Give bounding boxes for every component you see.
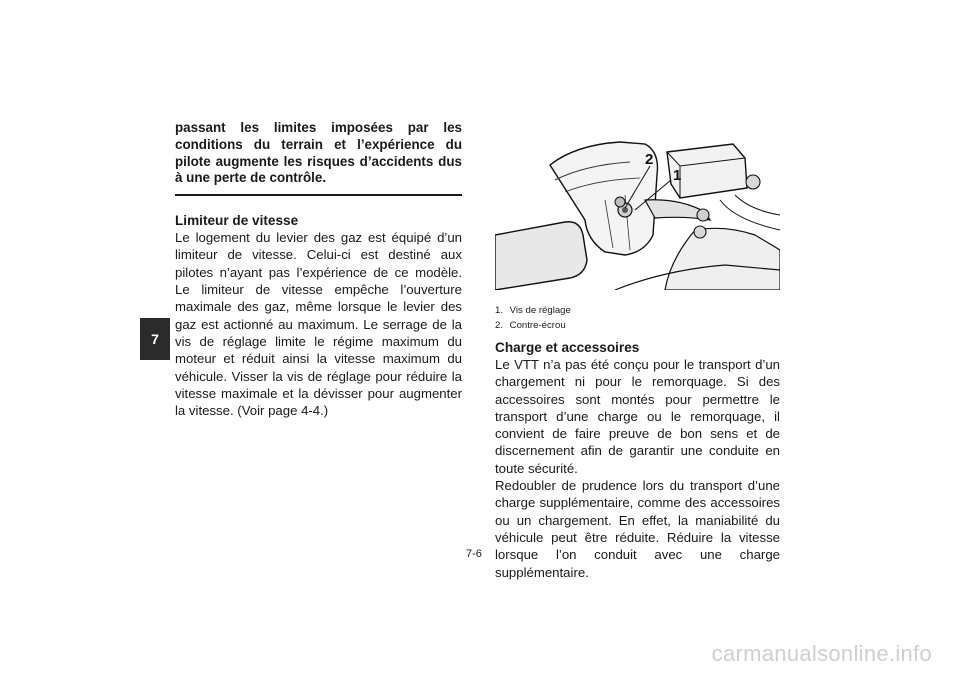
chapter-tab: 7 (140, 318, 170, 360)
speed-limiter-body: Le logement du levier des gaz est équipé d’un limiteur de vitesse. Celui-ci est destiné aux pilotes n’ayant pas l’expérience de ce modèle. Le limiteur de vitesse empêche l’ouverture maximale des gaz, même lorsque le levier des gaz est actionné au maximum. Le serrage de la vis de réglage limite le régime maximum du moteur et réduit ainsi la vitesse maximum du véhicule. Visser la vis de réglage pour réduire la vitesse maximale et la dévisser pour augmenter la vitesse. (Voir page 4-4.) (175, 230, 462, 419)
right-column (495, 140, 780, 581)
callout-1: 1 (673, 167, 682, 184)
lock-nut-shape (615, 197, 625, 207)
throttle-housing-figure (495, 140, 780, 290)
throttle-housing-illustration (495, 140, 780, 290)
left-column (175, 120, 462, 419)
callout-2: 2 (645, 151, 654, 168)
figure-captions (495, 304, 780, 333)
warning-divider (175, 194, 462, 196)
caption-item: 1. Vis de réglage (495, 305, 571, 316)
handlebar-grip (495, 222, 587, 290)
caption-item: 2. Contre-écrou (495, 319, 566, 331)
cargo-accessories-title: Charge et accessoires (495, 340, 640, 355)
speed-limiter-title: Limiteur de vitesse (175, 213, 299, 229)
page-number: 7-6 (466, 548, 482, 560)
cargo-paragraph-1: Le VTT n’a pas été conçu pour le transport d’un chargement ni pour le remorquage. Si des accessoires sont montés pour permettre le transport d’une charge ou le remorquage, il convient de faire preuve de bon sens et de discernement afin de garantir une conduite en toute sécurité. (495, 357, 780, 476)
cargo-paragraph-2: Redoubler de prudence lors du transport d’une charge supplémentaire, comme des accessoires ou un chargement. En effet, la maniabilité du véhicule peut être réduite. Réduire la vitesse lorsque l’on conduit avec une charge supplémentaire. (495, 478, 780, 580)
watermark: carmanualsonline.info (711, 641, 932, 666)
warning-continuation: passant les limites imposées par les conditions du terrain et l’expérience du pilote augmente les risques d’accidents dus à une perte de contrôle. (175, 120, 462, 186)
